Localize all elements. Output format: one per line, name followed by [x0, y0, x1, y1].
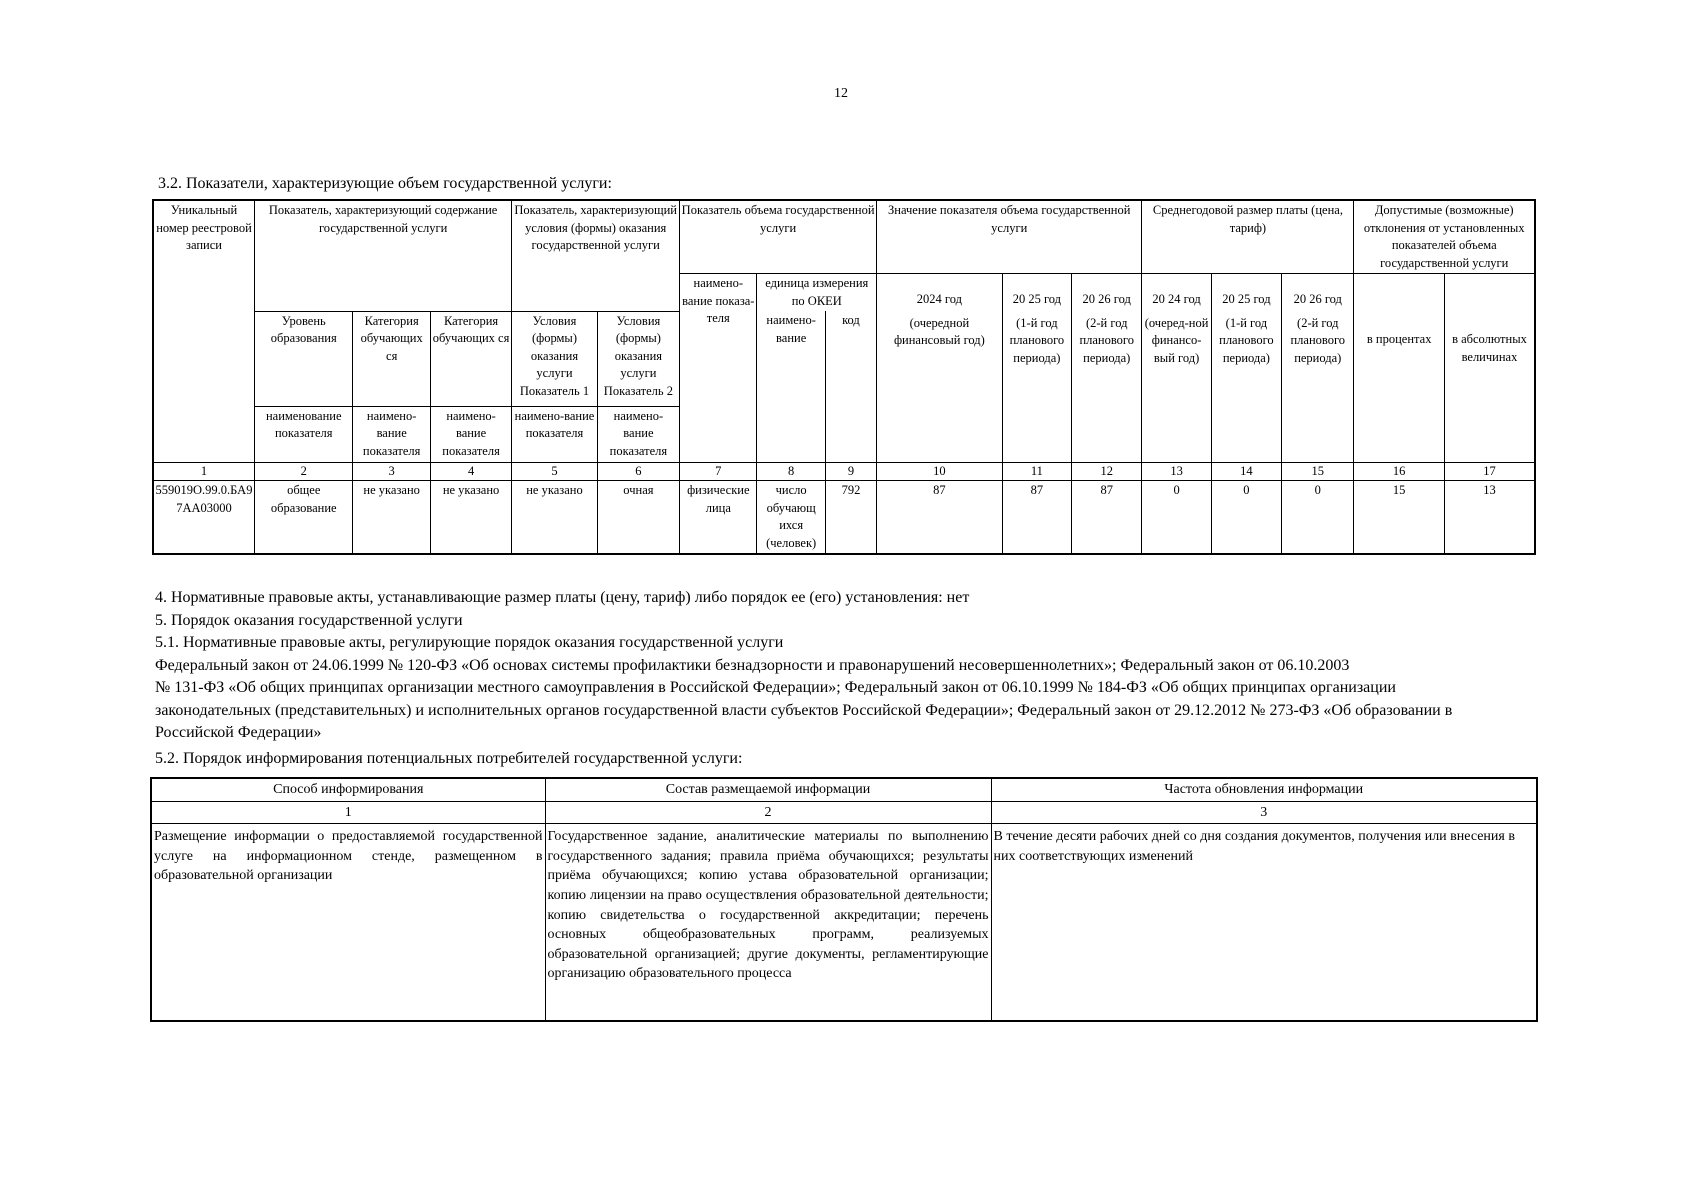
value-2026: 87 [1072, 481, 1142, 555]
volume-indicators-table [152, 199, 1536, 555]
col-number: 3 [353, 462, 430, 481]
header-frequency: Частота обновления информации [991, 778, 1537, 801]
laws-line-4: Российской Федерации» [155, 724, 322, 741]
laws-line-3: законодательных (представительных) и исполнительных органов государственной власти субъектов Российской Федерации»; Федеральный закон от 29.12.2012 № 273-ФЗ «Об образовании в [155, 701, 1453, 719]
paragraph-5-1: 5.1. Нормативные правовые акты, регулирующие порядок оказания государственной услуги [155, 634, 784, 651]
header-content: Состав размещаемой информации [545, 778, 991, 801]
deviation-absolute-label: в абсолютных величинах [1452, 332, 1527, 364]
price-2024-label: 20 24 год [1152, 292, 1201, 306]
informing-frequency: В течение десяти рабочих дней со дня создания документов, получения или внесения в них соответствующих изменений [991, 824, 1537, 1022]
header-name-level: наименование показателя [255, 406, 353, 462]
header-category-1: Категория обучающих ся [353, 311, 430, 406]
paragraph-5-2: 5.2. Порядок информирования потенциальных потребителей государственной услуги: [155, 750, 743, 767]
value-2025: 87 [1002, 481, 1071, 555]
header-content-indicator: Показатель, характеризующий содержание государственной услуги [255, 200, 512, 311]
table-row [151, 824, 1537, 1022]
col-number: 9 [825, 462, 876, 481]
price-2026-sub: (2-й год планового периода) [1290, 315, 1346, 365]
section-title: 3.2. Показатели, характеризующие объем государственной услуги: [158, 175, 612, 192]
col-number: 15 [1282, 462, 1354, 481]
year-2024-label: 2024 год [916, 292, 962, 306]
header-condition-1: Условия (формы) оказания услуги Показатель 1 [512, 311, 597, 406]
informing-content: Государственное задание, аналитические материалы по выполнению государственного задания; правила приёма обучающихся; результаты приёма обучающихся; копию устава образовательной организации; копию лицензии на право осуществления образовательной деятельности; копию свидетельства о государственной аккредитации; перечень основных общеобразовательных программ, реализуемых образовательной организацией; другие документы, регламентирующие организацию образовательного процесса [545, 824, 991, 1022]
header-unique-number: Уникальный номер реестровой записи [153, 200, 255, 462]
col-number: 2 [545, 801, 991, 824]
header-volume-value: Значение показателя объема государственной услуги [877, 200, 1142, 274]
col-number: 2 [255, 462, 353, 481]
header-volume-name: наимено-вание показа-теля [680, 274, 757, 463]
header-year-2026 [1072, 274, 1142, 463]
header-level: Уровень образования [255, 311, 353, 406]
header-price-2025 [1211, 274, 1281, 463]
price-2026-label: 20 26 год [1293, 292, 1342, 306]
informing-method: Размещение информации о предоставляемой государственной услуге на информационном стенде, размещенном в образовательной организации [151, 824, 545, 1022]
col-number: 6 [597, 462, 679, 481]
education-level: общее образование [255, 481, 353, 555]
deviation-absolute: 13 [1444, 481, 1535, 555]
col-number: 1 [151, 801, 545, 824]
condition-2-value: очная [597, 481, 679, 555]
condition-1-value: не указано [512, 481, 597, 555]
year-2026-sub: (2-й год планового периода) [1079, 315, 1134, 365]
volume-name-value: физические лица [680, 481, 757, 555]
header-unit-code: код [825, 311, 876, 462]
header-deviation-percent [1354, 274, 1444, 463]
header-volume-indicator: Показатель объема государственной услуги [680, 200, 877, 274]
table-row [153, 481, 1535, 555]
price-2025-label: 20 25 год [1222, 292, 1271, 306]
page-number: 12 [834, 86, 848, 101]
unit-code-value: 792 [825, 481, 876, 555]
header-name-cond2: наимено-вание показателя [597, 406, 679, 462]
header-name-cond1: наимено-вание показателя [512, 406, 597, 462]
header-year-2024 [877, 274, 1003, 463]
header-condition-2: Условия (формы) оказания услуги Показатель 2 [597, 311, 679, 406]
paragraph-4: 4. Нормативные правовые акты, устанавливающие размер платы (цену, тариф) либо порядок ее (его) установления: нет [155, 589, 970, 606]
header-category-2: Категория обучающих ся [430, 311, 511, 406]
col-number: 3 [991, 801, 1537, 824]
header-deviation-absolute [1444, 274, 1535, 463]
header-year-2025 [1002, 274, 1071, 463]
informing-table [150, 777, 1538, 1022]
price-2025: 0 [1211, 481, 1281, 555]
header-unit-okei: единица измерения по ОКЕИ [757, 274, 877, 312]
col-number: 10 [877, 462, 1003, 481]
year-2026-label: 20 26 год [1082, 292, 1131, 306]
header-price-2026 [1282, 274, 1354, 463]
header-unit-name: наимено-вание [757, 311, 825, 462]
deviation-percent-label: в процентах [1366, 332, 1432, 346]
col-number: 13 [1142, 462, 1211, 481]
col-number: 4 [430, 462, 511, 481]
col-number: 12 [1072, 462, 1142, 481]
col-number: 5 [512, 462, 597, 481]
header-allowed-deviation: Допустимые (возможные) отклонения от установленных показателей объема государственной услуги [1354, 200, 1535, 274]
header-annual-price: Среднегодовой размер платы (цена, тариф) [1142, 200, 1354, 274]
price-2024-sub: (очеред-ной финансо-вый год) [1144, 315, 1209, 365]
category-1-value: не указано [353, 481, 430, 555]
laws-line-1: Федеральный закон от 24.06.1999 № 120-ФЗ «Об основах системы профилактики безнадзорности и правонарушений несовершеннолетних»; Федеральный закон от 06.10.2003 [155, 656, 1350, 674]
price-2024: 0 [1142, 481, 1211, 555]
value-2024: 87 [877, 481, 1003, 555]
col-number: 1 [153, 462, 255, 481]
header-name-cat2: наимено-вание показателя [430, 406, 511, 462]
normative-acts-text [155, 587, 1545, 745]
price-2026: 0 [1282, 481, 1354, 555]
header-price-2024 [1142, 274, 1211, 463]
header-method: Способ информирования [151, 778, 545, 801]
header-conditions-indicator: Показатель, характеризующий условия (формы) оказания государственной услуги [512, 200, 680, 311]
col-number: 14 [1211, 462, 1281, 481]
header-name-cat1: наимено-вание показателя [353, 406, 430, 462]
year-2024-sub: (очередной финансовый год) [893, 315, 985, 347]
col-number: 16 [1354, 462, 1444, 481]
col-number: 7 [680, 462, 757, 481]
year-2025-sub: (1-й год планового периода) [1009, 315, 1065, 365]
registry-number: 559019О.99.0.БА97АА03000 [153, 481, 255, 555]
price-2025-sub: (1-й год планового периода) [1219, 315, 1274, 365]
laws-line-2: № 131-ФЗ «Об общих принципах организации местного самоуправления в Российской Федерации»; Федеральный закон от 06.10.1999 № 184-ФЗ «Об общих принципах организации [155, 679, 1396, 696]
category-2-value: не указано [430, 481, 511, 555]
paragraph-5: 5. Порядок оказания государственной услуги [155, 611, 463, 629]
unit-name-value: число обучающ ихся (человек) [757, 481, 825, 555]
col-number: 11 [1002, 462, 1071, 481]
col-number: 17 [1444, 462, 1535, 481]
year-2025-label: 20 25 год [1012, 292, 1062, 306]
col-number: 8 [757, 462, 825, 481]
deviation-percent: 15 [1354, 481, 1444, 555]
